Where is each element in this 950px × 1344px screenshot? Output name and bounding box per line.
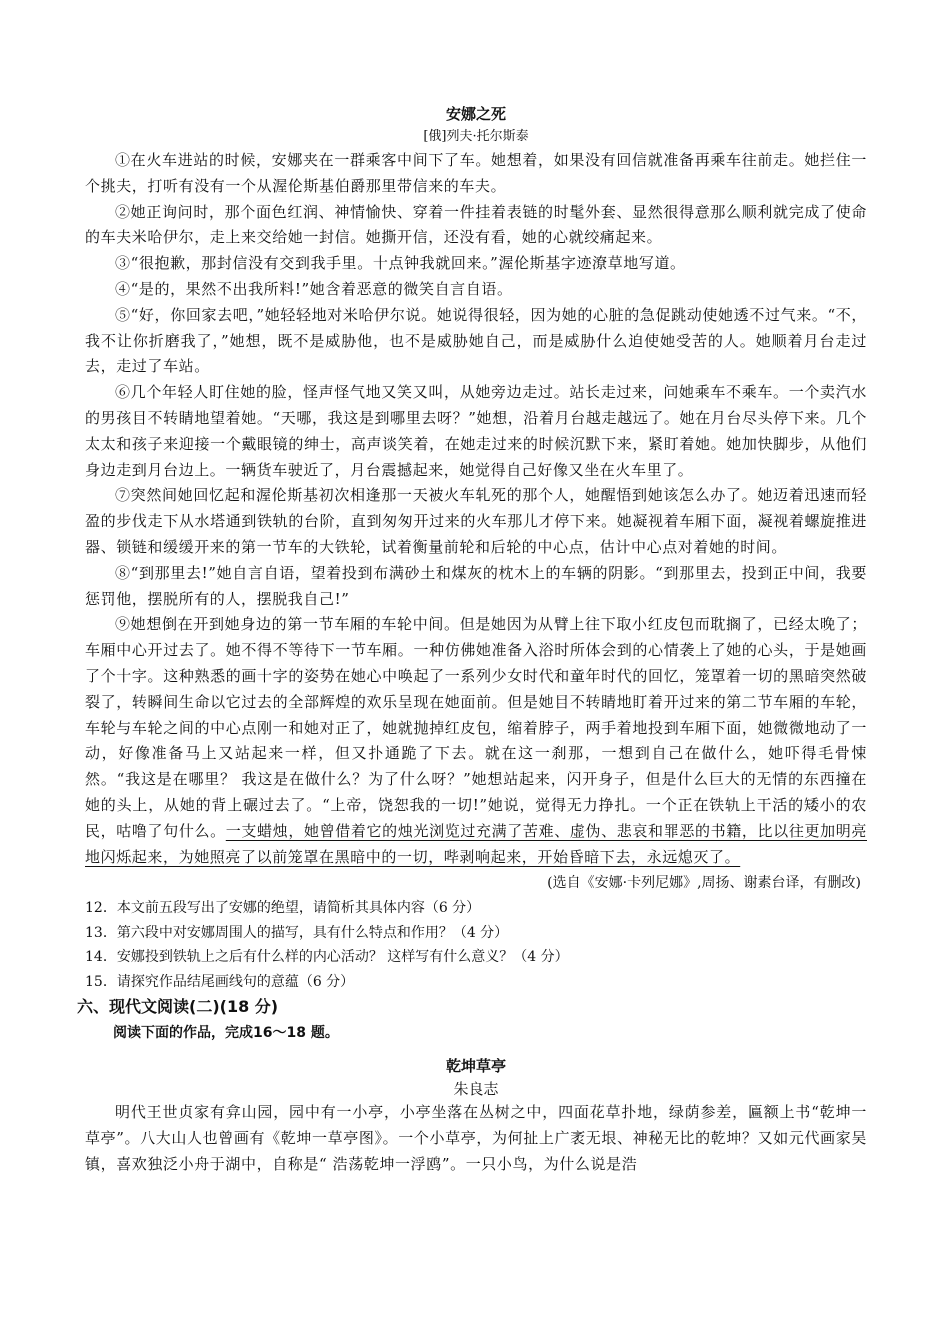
question-12: 12．本文前五段写出了安娜的绝望，请简析其具体内容（6 分） [85, 900, 481, 917]
paragraph-4: ④“是的，果然不出我所料!”她含着恶意的微笑自言自语。 [115, 279, 513, 298]
paragraph-5: ⑤“好，你回家去吧，”她轻轻地对米哈伊尔说。她说得很轻，因为她的心脏的急促跳动使她透不过气来。“不，我不让你折磨我了，”她想，既不是威胁他，也不是威胁她自己，而是威胁什么迫使她受苦的人。她顺着月台走过去，走过了车站。 [85, 305, 867, 376]
paragraph-9-text: ⑨她想倒在开到她身边的第一节车厢的车轮中间。但是她因为从臂上往下取小红皮包而耽搁了，已经太晚了；车厢中心开过去了。她不得不等待下一节车厢。一种仿佛她准备入浴时所体会到的心情袭上了她的心头，于是她画了个十字。这种熟悉的画十字的姿势在她心中唤起了一系列少女时代和童年时代的回忆，笼罩着一切的黑暗突然破裂了，转瞬间生命以它过去的全部辉煌的欢乐呈现在她面前。但是她目不转睛地盯着开过来的第二节车厢的车轮，车轮与车轮之间的中心点刚一和她对正了，她就抛掉红皮包，缩着脖子，两手着地投到车厢下面，她微微地动了一动，好像准备马上又站起来一样，但又扑通跪了下去。就在这一刹那，一想到自己在做什么，她吓得毛骨悚然。“我这是在哪里？ 我这是在做什么？为了什么呀？”她想站起来，闪开身子，但是什么巨大的无情的东西撞在她的头上，从她的背上碾过去了。“上帝，饶恕我的一切!”她说，觉得无力挣扎。一个正在铁轨上干活的矮小的农民，咕噜了句什么。 [85, 615, 867, 840]
section-heading: 六、现代文阅读(二)(18 分) [77, 997, 279, 1017]
article-2-author: 朱良志 [453, 1080, 499, 1099]
paragraph-2: ②她正询问时，那个面色红润、神情愉快、穿着一件挂着表链的时髦外套、显然很得意那么顺利就完成了使命的车夫米哈伊尔，走上来交给她一封信。她撕开信，还没有看，她的心就绞痛起来。 [85, 202, 867, 247]
paragraph-9 [85, 612, 867, 870]
paragraph-3: ③“很抱歉，那封信没有交到我手里。十点钟我就回来。”渥伦斯基字迹潦草地写道。 [115, 254, 686, 273]
article-2-paragraph-1: 明代王世贞家有弇山园，园中有一小亭，小亭坐落在丛树之中，四面花草扑地，绿荫参差，匾额上书“乾坤一草亭”。八大山人也曾画有《乾坤一草亭图》。一个小草亭，为何扯上广袤无垠、神秘无比的乾坤？又如元代画家吴镇，喜欢独泛小舟于湖中，自称是“ 浩荡乾坤一浮鸥”。一只小鸟，为什么说是浩 [85, 1103, 867, 1173]
paragraph-6: ⑥几个年轻人盯住她的脸，怪声怪气地又笑又叫，从她旁边走过。站长走过来，问她乘车不乘车。一个卖汽水的男孩目不转睛地望着她。“天哪，我这是到哪里去呀？”她想，沿着月台越走越远了。她在月台尽头停下来。几个太太和孩子来迎接一个戴眼镜的绅士，高声谈笑着，在她走过来的时候沉默下来，紧盯着她。她加快脚步，从他们身边走到月台边上。一辆货车驶近了，月台震撼起来，她觉得自己好像又坐在火车里了。 [85, 383, 867, 479]
paragraph-8: ⑧“到那里去!”她自言自语，望着投到布满砂土和煤灰的枕木上的车辆的阴影。“到那里去，投到正中间，我要惩罚他，摆脱所有的人，摆脱我自己!” [85, 563, 867, 608]
paragraph-7: ⑦突然间她回忆起和渥伦斯基初次相逢那一天被火车轧死的那个人，她醒悟到她该怎么办了。她迈着迅速而轻盈的步伐走下从水塔通到铁轨的台阶，直到匆匆开过来的火车那儿才停下来。她凝视着车厢下面，凝视着螺旋推进器、锁链和缓缓开来的第一节车的大铁轮，试着衡量前轮和后轮的中心点，估计中心点对着她的时间。 [85, 486, 867, 556]
question-14: 14．安娜投到铁轨上之后有什么样的内心活动？ 这样写有什么意义？（4 分） [85, 949, 569, 966]
question-13: 13．第六段中对安娜周围人的描写，具有什么特点和作用？（4 分） [85, 924, 509, 941]
underlined-sentence: 一支蜡烛，她曾借着它的烛光浏览过充满了苦难、虚伪、悲哀和罪恶的书籍，比以往更加明亮地闪烁起来，为她照亮了以前笼罩在黑暗中的一切，哔剥响起来，开始昏暗下去，永远熄灭了。 [85, 821, 867, 866]
section-instruction: 阅读下面的作品，完成16～18 题。 [113, 1025, 339, 1042]
article-author: [俄]列夫·托尔斯泰 [423, 129, 529, 144]
source-note: (选自《安娜·卡列尼娜》,周扬、谢素台译，有删改) [547, 875, 861, 892]
exam-page [77, 102, 867, 1178]
paragraph-1: ①在火车进站的时候，安娜夹在一群乘客中间下了车。她想着，如果没有回信就准备再乘车往前走。她拦住一个挑夫，打听有没有一个从渥伦斯基伯爵那里带信来的车夫。 [85, 151, 867, 195]
article-title: 安娜之死 [445, 105, 506, 123]
article-2-title: 乾坤草亭 [445, 1057, 506, 1076]
question-15: 15．请探究作品结尾画线句的意蕴（6 分） [85, 973, 355, 990]
